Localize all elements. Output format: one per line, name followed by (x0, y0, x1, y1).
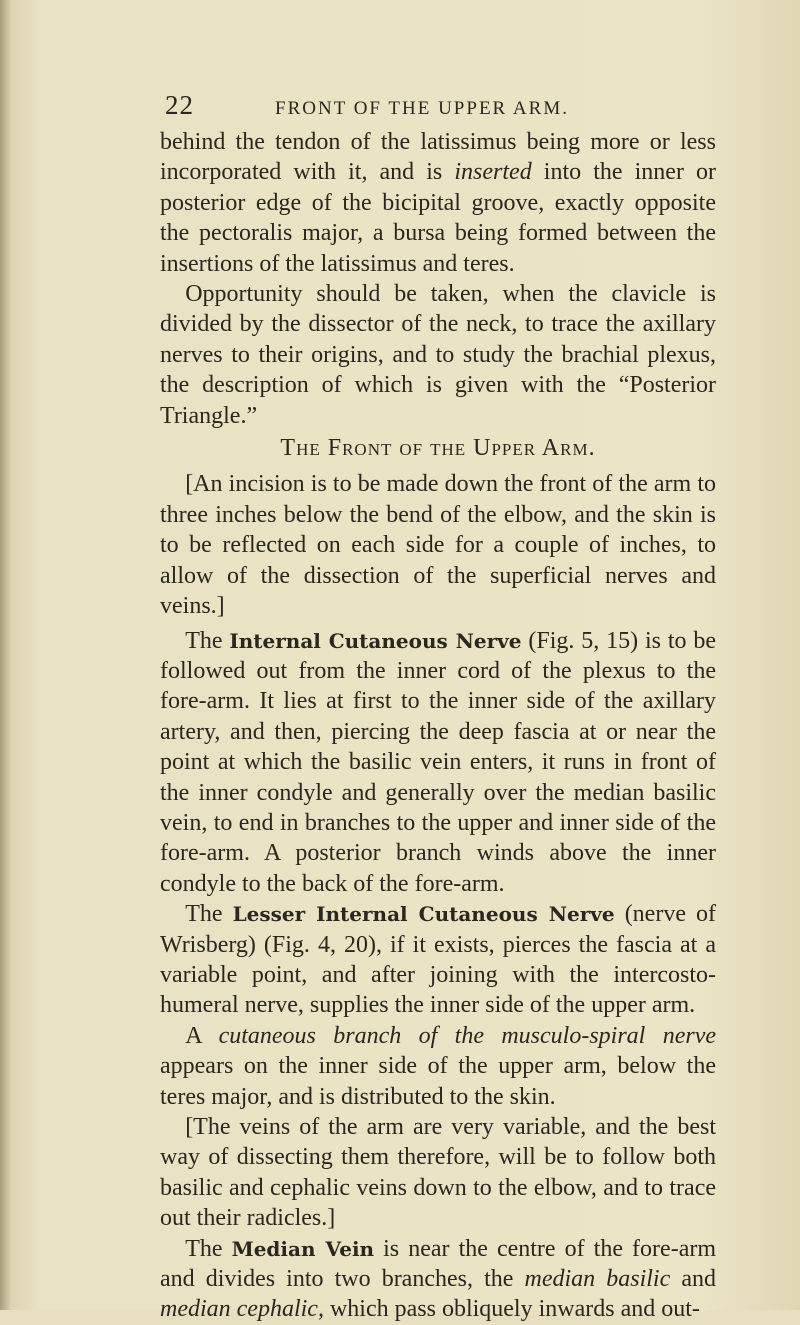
emphasis-median-cephalic: median cephalic, (160, 1296, 324, 1323)
emphasis-inserted: inserted (454, 159, 532, 186)
body-text (160, 127, 716, 1325)
text-run: (nerve of Wrisberg) (Fig. 4, 20), if it exists, pierces the fascia at a variable point, and after joining with the intercosto-humeral nerve, supplies the inner side of the upper arm. (160, 901, 717, 1019)
paragraph-incision-instructions: [An incision is to be made down the front of the arm to three inches below the bend of the elbow, and the skin is to be reflected on each side for a couple of inches, to allow of the dissection of the superficial nerves and veins.] (160, 471, 716, 620)
text-run: The (185, 627, 223, 654)
emphasis-musculo-spiral: cutaneous branch of the musculo-spiral nerve (218, 1022, 717, 1049)
paragraph-median-vein (160, 1234, 716, 1325)
term-median-vein: Median Vein (231, 1236, 375, 1261)
page-header (165, 90, 705, 121)
running-head: FRONT OF THE UPPER ARM. (275, 98, 569, 119)
paragraph-latissimus-insertion (160, 127, 716, 279)
emphasis-median-basilic: median basilic (524, 1266, 671, 1293)
text-run: The (185, 1235, 223, 1262)
paragraph-veins-of-arm: [The veins of the arm are very variable, and the best way of dissecting them therefore, will be to follow both basilic and cephalic veins down to the elbow, and to trace out their radicles.] (160, 1114, 716, 1232)
paragraph-lesser-internal-cutaneous-nerve (160, 899, 716, 1021)
paragraph-axillary-nerves: Opportunity should be taken, when the clavicle is divided by the dissector of the neck, to trace the axillary nerves to their origins, and to study the brachial plexus, the description of which is given with the “Posterior Triangle.” (160, 281, 716, 429)
term-lesser-internal-cutaneous-nerve: Lesser Internal Cutaneous Nerve (232, 902, 615, 927)
paragraph-internal-cutaneous-nerve (160, 626, 716, 900)
section-heading: The Front of the Upper Arm. (280, 435, 596, 462)
text-run: A (185, 1022, 202, 1049)
text-run: into the inner or posterior edge of the bicipital groove, exactly opposite the pectoralis major, a bursa being formed between the insertions of the latissimus and teres. (160, 159, 717, 277)
text-run: is near the centre of the fore-arm and divides into two branches, the (160, 1235, 717, 1293)
text-run: (Fig. 5, 15) is to be followed out from the inner cord of the plexus to the fore-arm. It lies at first to the inner side of the axillary artery, and then, piercing the deep fascia at or near the point at which the basilic vein enters, it runs in front of the inner condyle and generally over the median basilic vein, to end in branches to the upper and inner side of the fore-arm. A posterior branch winds above the inner condyle to the back of the fore-arm. (160, 627, 717, 897)
paragraph-musculo-spiral-branch (160, 1021, 716, 1112)
text-run: and (681, 1266, 716, 1293)
text-run: behind the tendon of the latissimus being more or less incorporated with it, and is (160, 129, 716, 186)
page-number: 22 (165, 90, 194, 120)
text-run: which pass obliquely inwards and out- (329, 1296, 700, 1323)
text-run: The (185, 901, 223, 928)
term-internal-cutaneous-nerve: Internal Cutaneous Nerve (229, 628, 522, 653)
text-run: appears on the inner side of the upper arm, below the teres major, and is distributed to the skin. (160, 1053, 716, 1110)
page-binding-edge (0, 0, 10, 1310)
